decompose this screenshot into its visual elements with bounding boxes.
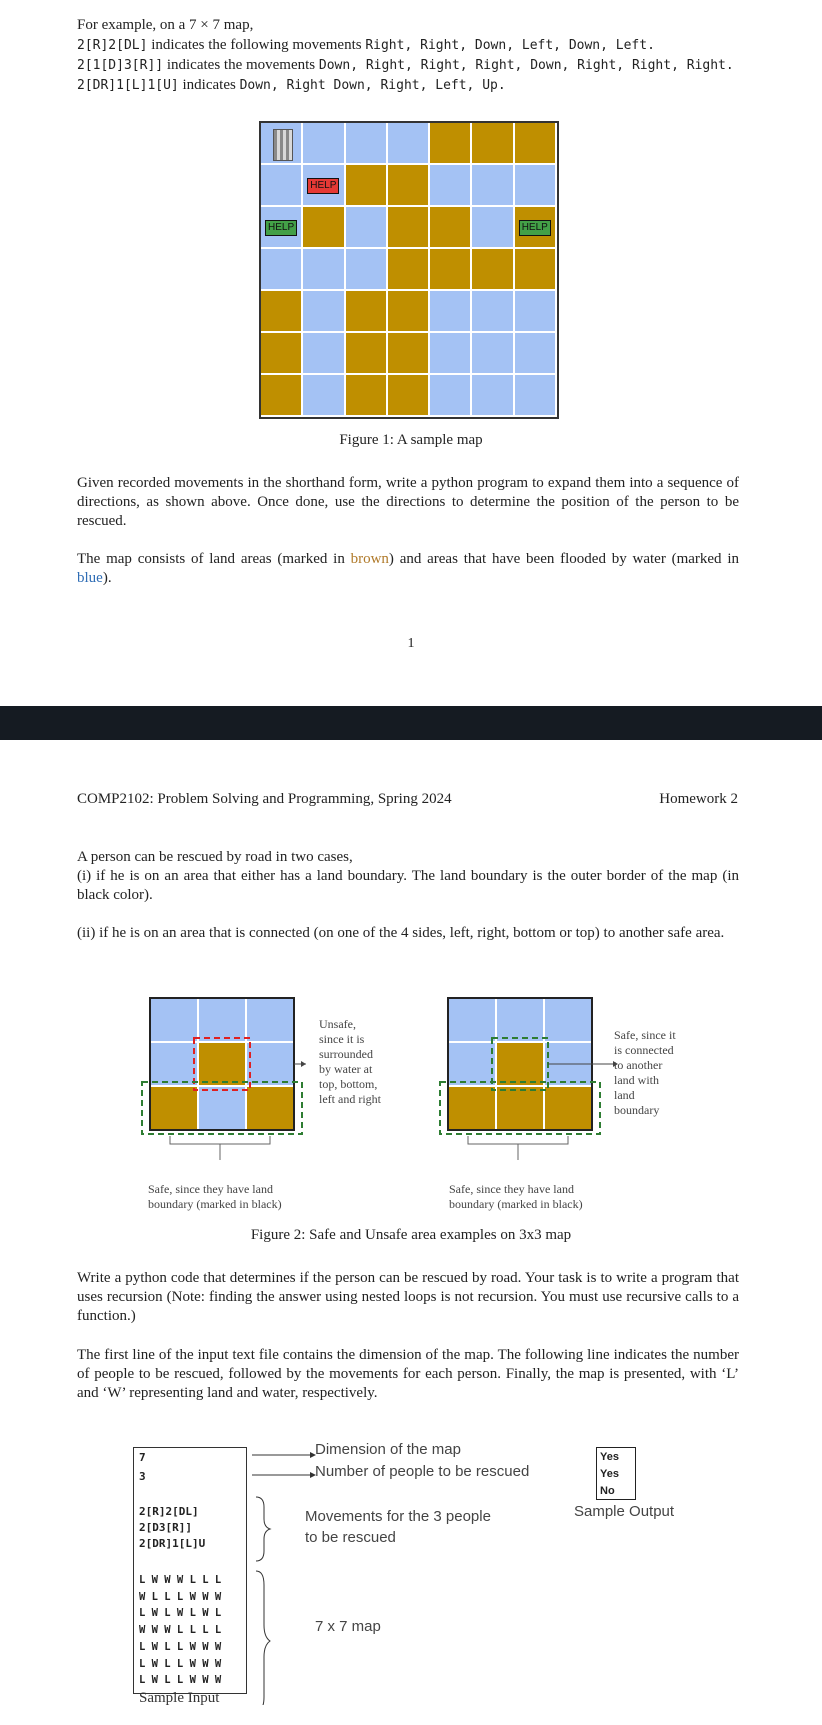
sample-map-row: W L L L W W W (139, 1590, 222, 1603)
map-cell (303, 375, 345, 417)
course-header: COMP2102: Problem Solving and Programming, Spring 2024 (77, 791, 452, 807)
map-cell (346, 249, 388, 291)
map-cell (261, 165, 303, 207)
sample-output-caption: Sample Output (574, 1503, 675, 1520)
legend-blue: blue (77, 570, 103, 586)
boundary-note-right (449, 1182, 583, 1212)
legend-text-post: ). (102, 570, 112, 586)
map-cell (430, 333, 472, 375)
legend-text-pre: The map consists of land areas (marked in (77, 551, 351, 567)
sample-map-row: L W L W L W L (139, 1607, 222, 1620)
map-cell (472, 291, 514, 333)
legend-brown: brown (350, 551, 389, 567)
map-cell (261, 375, 303, 417)
boundary-note-line: boundary (marked in black) (148, 1197, 282, 1211)
map-cell (472, 165, 514, 207)
example-line-2 (77, 56, 734, 75)
paragraph-input-format: The first line of the input text file contains the dimension of the map. The following line indicates the number of people to be rescued, followed by the movements for each person. Finally, the map is presented, with ‘L’ and ‘W’ representing land and water, respectively. (77, 1347, 739, 1401)
map-cell (388, 333, 430, 375)
rescue-intro: A person can be rescued by road in two cases, (77, 849, 353, 865)
map-cell (472, 207, 514, 249)
example-code-2: 2[1[D]3[R]] (77, 58, 164, 73)
safe-note (614, 1028, 676, 1118)
map-cell (430, 123, 472, 165)
safe-example-grid (440, 998, 618, 1160)
paragraph-recursion-task: Write a python code that determines if the person can be rescued by road. Your task is to write a program that uses recursion (Note: finding the answer using nested loops is not recursion. You must use recursive calls to a function.) (77, 1270, 739, 1324)
boundary-note-line: Safe, since they have land (148, 1182, 273, 1196)
example-code-3: 2[DR]1[L]1[U] (77, 78, 179, 93)
example-code-1: 2[R]2[DL] (77, 38, 148, 53)
example-intro: For example, on a 7 × 7 map, (77, 17, 254, 33)
output-line: Yes (600, 1451, 619, 1463)
label-movements-line: to be rescued (305, 1529, 396, 1546)
map-cell (430, 375, 472, 417)
rescue-case-1: (i) if he is on an area that either has a land boundary. The land boundary is the outer border of the map (in black color). (77, 868, 739, 903)
sample-map-grid (259, 121, 559, 419)
homework-label: Homework 2 (659, 791, 738, 807)
map-cell (472, 333, 514, 375)
map-cell (346, 165, 388, 207)
label-dimension: Dimension of the map (315, 1441, 461, 1458)
map-cell (515, 123, 557, 165)
label-map: 7 x 7 map (315, 1618, 381, 1635)
map-cell (303, 249, 345, 291)
map-cell (430, 165, 472, 207)
unsafe-note (319, 1017, 381, 1107)
safe-note-line: land with (614, 1073, 659, 1087)
example-text-2: indicates the movements (163, 57, 319, 73)
example-text-3: indicates (178, 77, 240, 93)
map-cell (346, 333, 388, 375)
map-cell (261, 333, 303, 375)
sample-move-line: 2[DR]1[L]U (139, 1537, 206, 1550)
safe-note-line: to another (614, 1058, 663, 1072)
sample-map (139, 1572, 221, 1689)
building-icon (273, 129, 293, 161)
map-cell (303, 123, 345, 165)
map-cell (388, 375, 430, 417)
map-cell (303, 291, 345, 333)
map-cell (346, 207, 388, 249)
example-moves-1: Right, Right, Down, Left, Down, Left. (365, 38, 655, 53)
paragraph-map-legend (77, 550, 739, 588)
sample-map-row: L W L L W W W (139, 1674, 222, 1687)
unsafe-note-line: left and right (319, 1092, 381, 1106)
sample-move-line: 2[R]2[DL] (139, 1505, 199, 1518)
map-cell (388, 249, 430, 291)
map-cell (430, 291, 472, 333)
help-marker: HELP (307, 178, 339, 194)
output-line: No (600, 1485, 615, 1497)
sample-dim: 7 (139, 1451, 146, 1464)
unsafe-example-grid (142, 998, 306, 1160)
map-cell (388, 291, 430, 333)
map-cell (472, 249, 514, 291)
label-people: Number of people to be rescued (315, 1463, 530, 1480)
map-cell (303, 333, 345, 375)
page-number: 1 (407, 636, 415, 651)
map-cell (388, 123, 430, 165)
map-cell (261, 291, 303, 333)
rescue-case-2: (ii) if he is on an area that is connected (on one of the 4 sides, left, right, bottom or top) to another safe area. (77, 925, 725, 941)
sample-output-box (596, 1447, 636, 1500)
map-cell (346, 291, 388, 333)
map-cell (515, 333, 557, 375)
help-marker: HELP (519, 220, 551, 236)
figure2-caption: Figure 2: Safe and Unsafe area examples on 3x3 map (250, 1227, 572, 1243)
help-marker: HELP (265, 220, 297, 236)
sample-map-row: L W L L W W W (139, 1657, 222, 1670)
unsafe-note-line: since it is (319, 1032, 365, 1046)
example-moves-2: Down, Right, Right, Right, Down, Right, Right, Right. (318, 58, 734, 73)
safe-note-line: Safe, since it (614, 1028, 676, 1042)
example-text-1: indicates the following movements (147, 37, 366, 53)
boundary-note-left (148, 1182, 282, 1212)
sample-input-caption: Sample Input (139, 1690, 220, 1706)
map-cell (472, 123, 514, 165)
boundary-note-line: boundary (marked in black) (449, 1197, 583, 1211)
sample-map-row: L W L L W W W (139, 1640, 222, 1653)
map-cell (515, 291, 557, 333)
map-cell (346, 123, 388, 165)
page-divider (0, 706, 822, 740)
safe-note-line: land (614, 1088, 635, 1102)
unsafe-note-line: surrounded (319, 1047, 373, 1061)
map-cell (515, 165, 557, 207)
sample-people: 3 (139, 1470, 146, 1483)
label-movements (305, 1506, 491, 1548)
sample-output-values (600, 1449, 619, 1500)
legend-text-mid: ) and areas that have been flooded by water (marked in (388, 551, 739, 567)
example-moves-3: Down, Right Down, Right, Left, Up. (239, 78, 506, 93)
example-line-3 (77, 76, 506, 95)
map-cell (388, 207, 430, 249)
unsafe-note-line: top, bottom, (319, 1077, 378, 1091)
paragraph-expand-movements: Given recorded movements in the shorthand form, write a python program to expand them into a sequence of directions, as shown above. Once done, use the directions to determine the position of the person to be rescued. (77, 475, 739, 529)
output-line: Yes (600, 1468, 619, 1480)
sample-map-row: L W W W L L L (139, 1574, 222, 1586)
figure1-caption: Figure 1: A sample map (339, 432, 483, 448)
map-cell (430, 249, 472, 291)
sample-map-row: W W W L L L L (139, 1624, 222, 1637)
map-cell (515, 249, 557, 291)
example-line-1 (77, 36, 655, 55)
sample-moves (139, 1504, 205, 1552)
map-cell (515, 375, 557, 417)
unsafe-note-line: Unsafe, (319, 1017, 356, 1031)
map-cell (346, 375, 388, 417)
sample-input-box (133, 1447, 247, 1694)
map-cell (261, 249, 303, 291)
safe-note-line: boundary (614, 1103, 660, 1117)
map-cell (472, 375, 514, 417)
sample-move-line: 2[D3[R]] (139, 1521, 192, 1534)
safe-note-line: is connected (614, 1043, 674, 1057)
map-cell (388, 165, 430, 207)
map-cell (430, 207, 472, 249)
boundary-note-line: Safe, since they have land (449, 1182, 574, 1196)
map-cell (303, 207, 345, 249)
label-movements-line: Movements for the 3 people (305, 1508, 491, 1525)
unsafe-note-line: by water at (319, 1062, 373, 1076)
sample-annotation-lines (250, 1445, 320, 1705)
